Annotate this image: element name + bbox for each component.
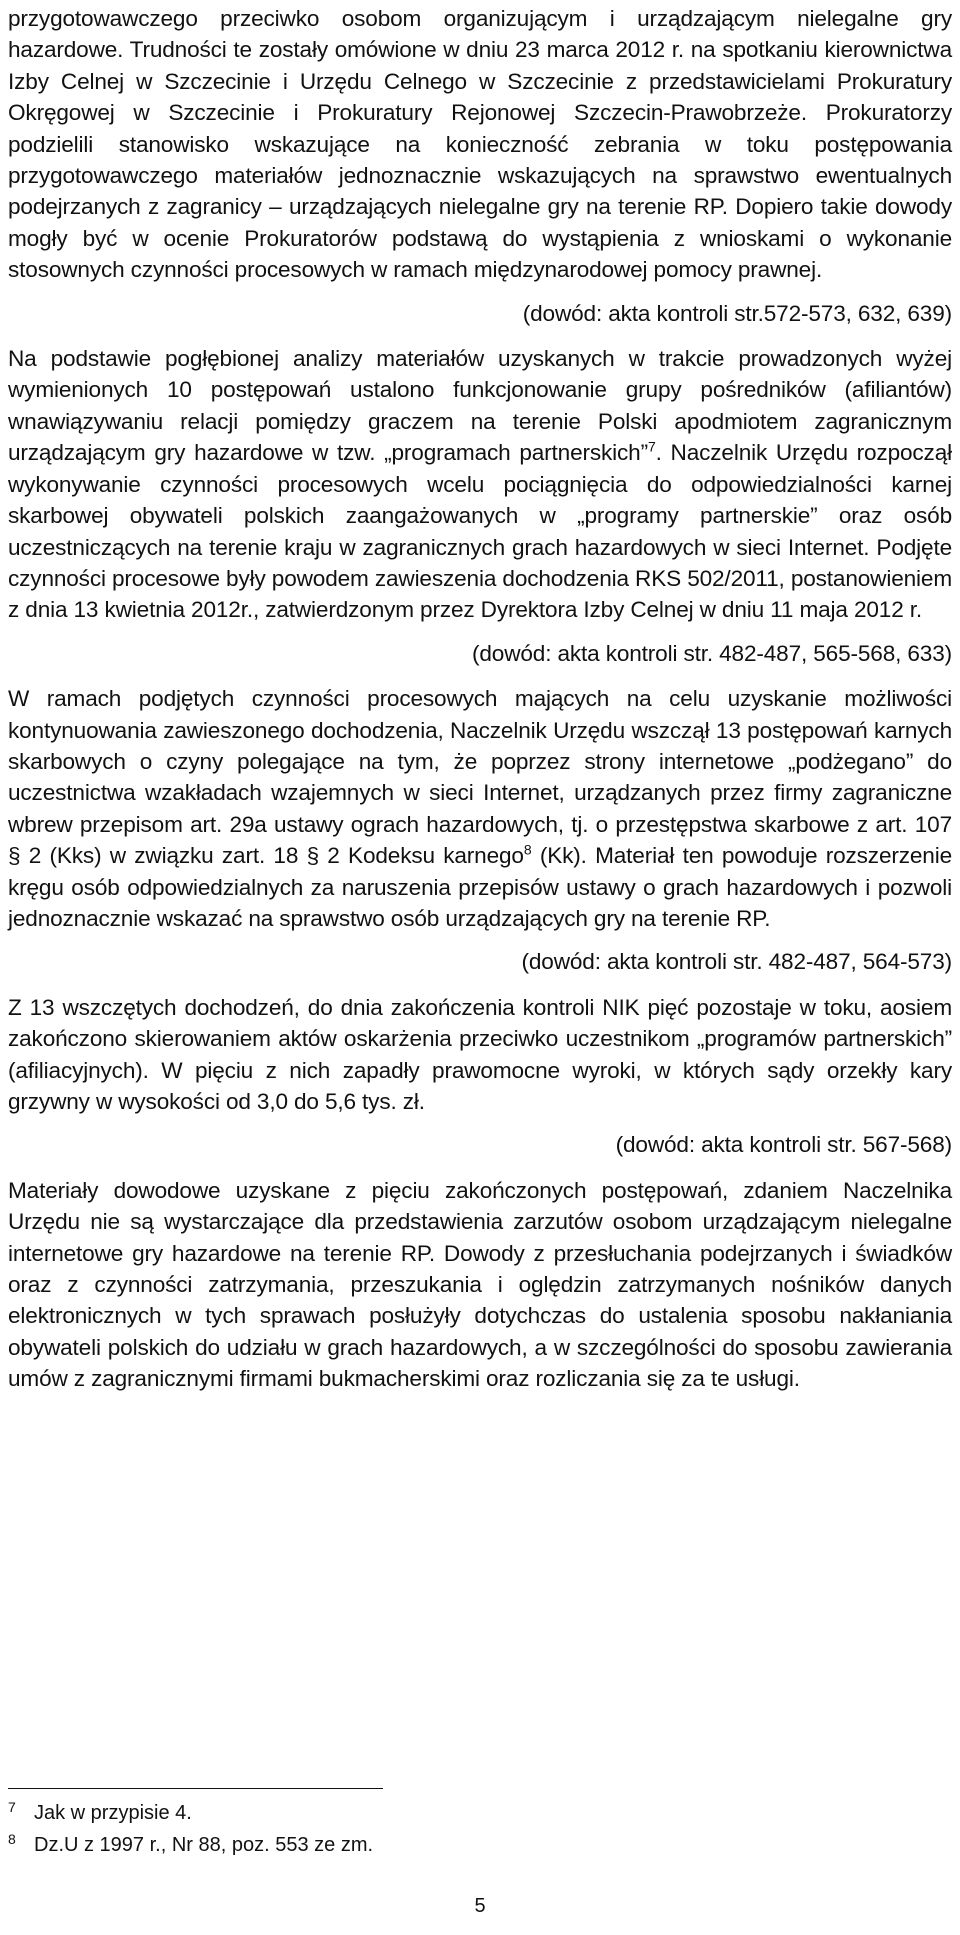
footnote-ref-7: 7: [647, 438, 656, 455]
paragraph-2-text-b: . Naczelnik Urzędu rozpoczął wykonywanie czynności procesowych wcelu pociągnięcia do odpowiedzialności karnej skarbowej obywateli polskich zaangażowanych w „programy partnerskie” oraz osób uczestniczących na terenie kraju w zagranicznych grach hazardowych w sieci Internet. Podjęte czynności procesowe były powodem zawieszenia dochodzenia RKS 502/2011, postanowieniem z dnia 13 kwietnia 2012r., zatwierdzonym przez Dyrektora Izby Celnej w dniu 11 maja 2012 r.: [8, 440, 952, 623]
body-text: [8, 3, 952, 1395]
paragraph-2-text-a: Na podstawie pogłębionej analizy materiałów uzyskanych w trakcie prowadzonych wyżej wymienionych 10 postępowań ustalono funkcjonowanie grupy pośredników (afiliantów) wnawiązywaniu relacji pomiędzy graczem na terenie Polski apodmiotem zagranicznym urządzającym gry hazardowe w tzw. „programach partnerskich”: [8, 346, 952, 466]
evidence-note-2: (dowód: akta kontroli str. 482-487, 565-568, 633): [472, 640, 952, 666]
evidence-note-3: (dowód: akta kontroli str. 482-487, 564-573): [521, 949, 952, 975]
footnote-number: 7: [8, 1799, 16, 1815]
footnote-number: 8: [8, 1831, 16, 1847]
footnote-text: Dz.U z 1997 r., Nr 88, poz. 553 ze zm.: [34, 1834, 374, 1856]
footnotes: [8, 1797, 373, 1861]
footnote-separator: [8, 1788, 383, 1789]
evidence-note-1: (dowód: akta kontroli str.572-573, 632, 639): [522, 300, 952, 326]
paragraph-5: Materiały dowodowe uzyskane z pięciu zakończonych postępowań, zdaniem Naczelnika Urzędu nie są wystarczające dla przedstawienia zarzutów osobom urządzającym nielegalne internetowe gry hazardowe na terenie RP. Dowody z przesłuchania podejrzanych i świadków oraz z czynności zatrzymania, przeszukania i oględzin zatrzymanych nośników danych elektronicznych w tych sprawach posłużyły dotychczas do ustalenia sposobu nakłaniania obywateli polskich do udziału w grach hazardowych, a w szczególności do sposobu zawierania umów z zagranicznymi firmami bukmacherskimi oraz rozliczania się za te usługi.: [8, 1177, 952, 1392]
page-number: 5: [474, 1895, 486, 1917]
paragraph-4: Z 13 wszczętych dochodzeń, do dnia zakończenia kontroli NIK pięć pozostaje w toku, aosiem zakończono skierowaniem aktów oskarżenia przeciwko uczestnikom „programów partnerskich” (afiliacyjnych). W pięciu z nich zapadły prawomocne wyroki, w których sądy orzekły kary grzywny w wysokości od 3,0 do 5,6 tys. zł.: [8, 994, 952, 1114]
paragraph-3-text-b: (Kk). Materiał ten powoduje rozszerzenie kręgu osób odpowiedzialnych za naruszenia przepisów ustawy o grach hazardowych i pozwoli jednoznacznie wskazać na sprawstwo osób urządzających gry na terenie RP.: [8, 843, 952, 931]
paragraph-1: przygotowawczego przeciwko osobom organizującym i urządzającym nielegalne gry hazardowe. Trudności te zostały omówione w dniu 23 marca 2012 r. na spotkaniu kierownictwa Izby Celnej w Szczecinie i Urzędu Celnego w Szczecinie z przedstawicielami Prokuratury Okręgowej w Szczecinie i Prokuratury Rejonowej Szczecin-Prawobrzeże. Prokuratorzy podzielili stanowisko wskazujące na konieczność zebrania w toku postępowania przygotowawczego materiałów jednoznacznie wskazujących na sprawstwo ewentualnych podejrzanych z zagranicy – urządzających nielegalne gry na terenie RP. Dopiero takie dowody mogły być w ocenie Prokuratorów podstawą do wystąpienia z wnioskami o wykonanie stosownych czynności procesowych w ramach międzynarodowej pomocy prawnej.: [8, 6, 952, 283]
footnote-ref-8: 8: [523, 841, 532, 858]
paragraph-3: [8, 683, 952, 934]
paragraph-3-text-a: W ramach podjętych czynności procesowych mających na celu uzyskanie możliwości kontynuowania zawieszonego dochodzenia, Naczelnik Urzędu wszczął 13 postępowań karnych skarbowych o czyny polegające na tym, że poprzez strony internetowe „podżegano” do uczestnictwa wzakładach wzajemnych w sieci Internet, urządzanych przez firmy zagraniczne wbrew przepisom art. 29a ustawy ograch hazardowych, tj. o przestępstwa skarbowe z art. 107 § 2 (Kks) w związku zart. 18 § 2 Kodeksu karnego: [8, 686, 952, 869]
footnote-8: [8, 1829, 373, 1861]
evidence-note-4: (dowód: akta kontroli str. 567-568): [615, 1132, 952, 1158]
footnote-text: Jak w przypisie 4.: [34, 1802, 192, 1824]
paragraph-2: [8, 343, 952, 626]
footnote-7: [8, 1797, 373, 1829]
